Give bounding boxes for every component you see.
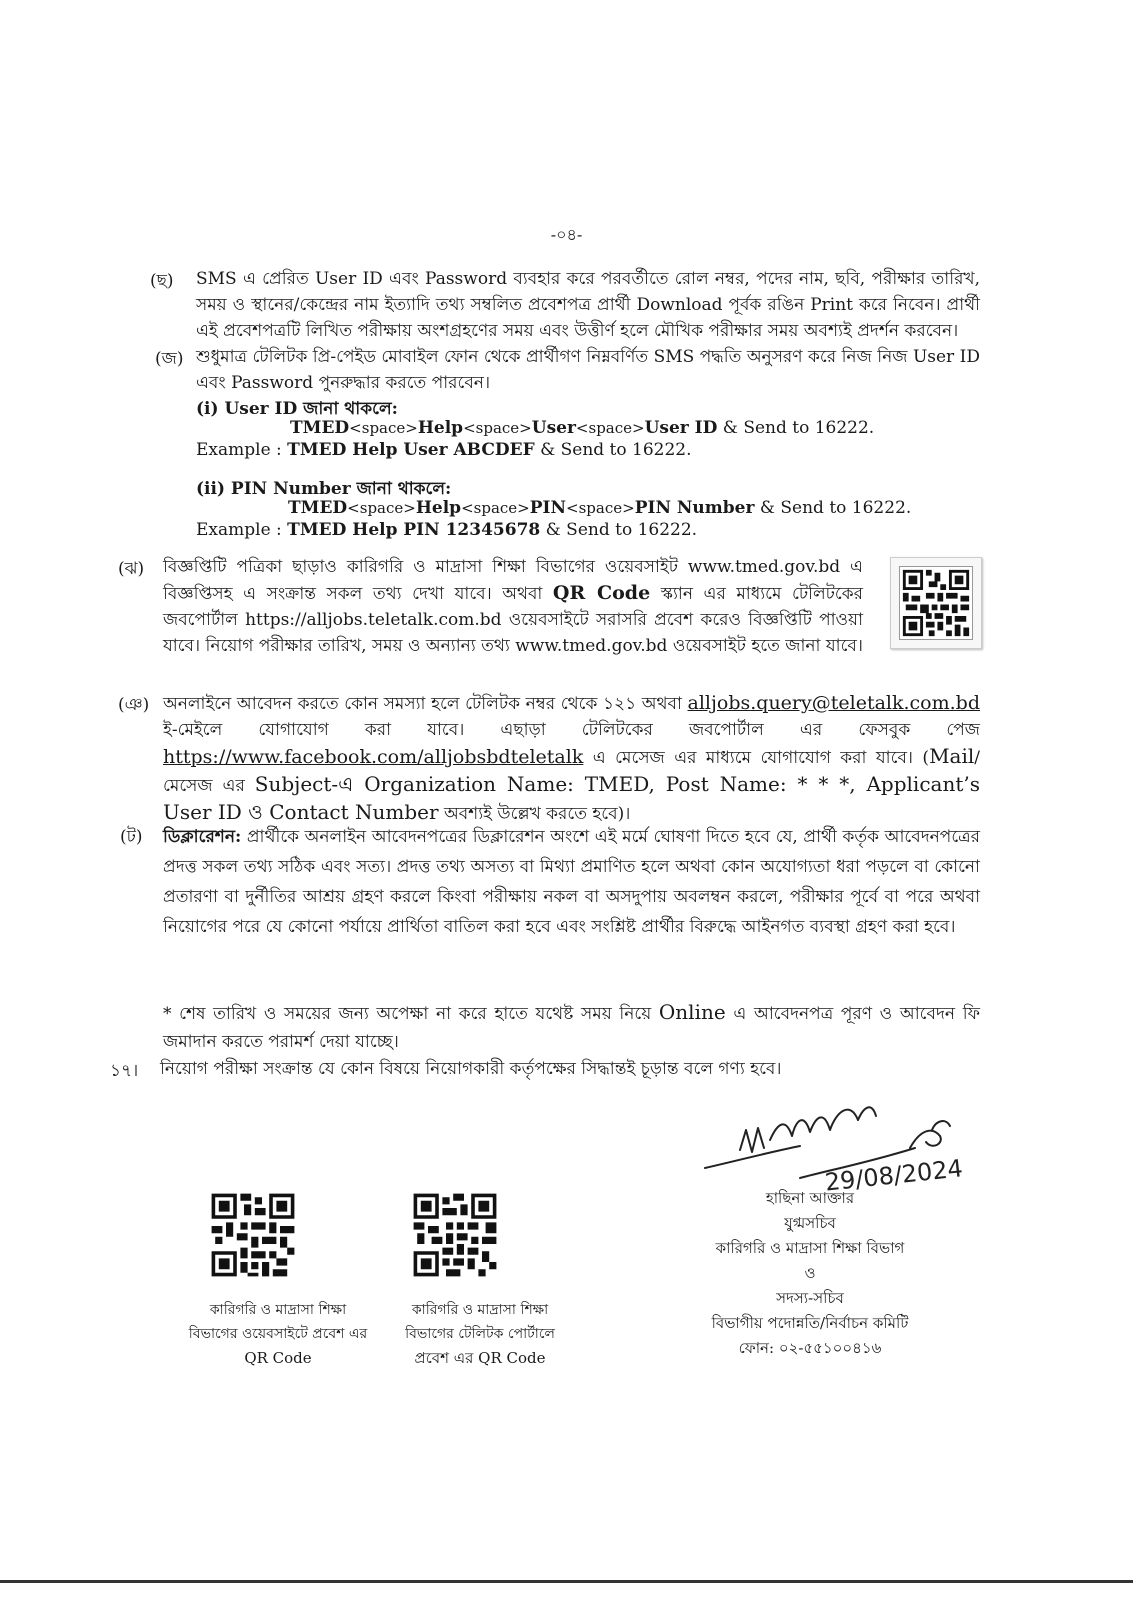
caption-line: বিভাগের টেলিটক পোর্টালে <box>405 1326 555 1342</box>
cmd-part: Help <box>415 498 462 518</box>
sms-sub2-title: (ii) PIN Number জানা থাকলে: <box>196 479 452 499</box>
text-run: ই-মেইলে যোগাযোগ করা যাবে। এছাড়া টেলিটকের জবপোর্টাল এর ফেসবুক পেজ <box>163 720 980 740</box>
caption-line: বিভাগের ওয়েবসাইটে প্রবেশ এর <box>188 1326 368 1342</box>
cmd-part: TMED <box>288 498 348 518</box>
text-run: * শেষ তারিখ ও সময়ের জন্য অপেক্ষা না করে হাতে যথেষ্ট সময় নিয়ে <box>163 1004 659 1024</box>
cmd-part: PIN <box>529 498 567 518</box>
example-command: TMED Help PIN 12345678 <box>287 520 541 540</box>
caption-line: কারিগরি ও মাদ্রাসা শিক্ষা <box>209 1302 347 1318</box>
qr-code-icon <box>899 566 973 640</box>
qr-code-frame <box>890 557 982 649</box>
cmd-part: <space> <box>461 499 530 517</box>
text-run: স্ক্যান এর মাধ্যমে টেলিটকের জবপোর্টাল https://alljobs.teletalk.com.bd ওয়েবসাইটে সরাসরি প্রবেশ করেও বিজ্ঞপ্তিটি পাওয়া যাবে। নিয়োগ পরীক্ষার তারিখ, সময় ও অন্যান্য তথ্য www.tmed.gov.bd ওয়েবসাইট হতে জানা যাবে। <box>163 584 864 656</box>
cmd-part: <space> <box>349 419 418 437</box>
clause-text-chha: SMS এ প্রেরিত User ID এবং Password ব্যবহার করে পরবর্তীতে রোল নম্বর, পদের নাম, ছবি, পরীক্ষার তারিখ, সময় ও স্থানের/কেন্দ্রের নাম ইত্যাদি তথ্য সম্বলিত প্রবেশপত্র প্রার্থী Download পূর্বক রঙিন Print করে নিবেন। প্রার্থী এই প্রবেশপত্রটি লিখিত পরীক্ষায় অংশগ্রহণের সময় এবং উত্তীর্ণ হলে মৌখিক পরীক্ষার সময় অবশ্যই প্রদর্শন করবেন। <box>196 269 980 341</box>
text-run: অবশ্যই উল্লেখ করতে হবে)। <box>438 804 631 824</box>
clause-label-chha: (ছ) <box>150 271 174 291</box>
sms-sub1-command <box>290 418 874 438</box>
signatory-and: ও <box>804 1264 816 1282</box>
text-run: Subject-এ Organization Name: TMED, Post Name: * * *, Applicant’s User ID ও Contact Number <box>163 772 980 824</box>
signatory-phone: ফোন: ০২-৫৫১০০৪১৬ <box>738 1339 882 1357</box>
clause-label-nya: (ঞ) <box>118 695 150 715</box>
signatory-name: হাছিনা আক্তার <box>765 1189 855 1207</box>
qr-tmed-website <box>208 1190 298 1284</box>
cmd-part: & Send to 16222. <box>754 498 912 518</box>
cmd-part: <space> <box>566 499 635 517</box>
declaration-heading: ডিক্লারেশন: <box>163 827 242 847</box>
qr-code-icon <box>208 1190 298 1280</box>
example-tail: & Send to 16222. <box>540 520 698 540</box>
cmd-part: <space> <box>575 419 645 437</box>
text-run: অনলাইনে আবেদন করতে কোন সমস্যা হলে টেলিটক নম্বর থেকে ১২১ অথবা <box>163 694 688 714</box>
handwritten-date: 29/08/2024 <box>823 1154 965 1197</box>
text-run: Online <box>658 1000 726 1024</box>
text-run: এ মেসেজ এর মাধ্যমে যোগাযোগ করা যাবে। ( <box>583 748 930 768</box>
example-command: TMED Help User ABCDEF <box>287 440 535 460</box>
caption-line: QR Code <box>244 1349 312 1367</box>
sms-sub2-example <box>196 520 697 540</box>
clause-number-17: ১৭। <box>110 1061 139 1081</box>
text-run: এ আবেদনপত্র পূরণ ও আবেদন ফি জমাদান করতে পরামর্শ দেয়া যাচ্ছে। <box>163 1004 980 1052</box>
cmd-part: User <box>531 418 576 438</box>
caption-line: কারিগরি ও মাদ্রাসা শিক্ষা <box>411 1302 549 1318</box>
text-run: প্রার্থীকে অনলাইন আবেদনপত্রের ডিক্লারেশন অংশে এই মর্মে ঘোষণা দিতে হবে যে, প্রার্থী কর্তৃক আবেদনপত্রের প্রদত্ত সকল তথ্য সঠিক এবং সত্য। প্রদত্ত তথ্য অসত্য বা মিথ্যা প্রমাণিত হলে অথবা কোন অযোগ্যতা ধরা পড়লে বা কোনো প্রতারণা বা দুর্নীতির আশ্রয় গ্রহণ করলে কিংবা পরীক্ষায় নকল বা অসদুপায় অবলম্বন করলে, পরীক্ষার পূর্বে বা পরে অথবা নিয়োগের পরে যে কোনো পর্যায়ে প্রার্থিতা বাতিল করা হবে এবং সংশ্লিষ্ট প্রার্থীর বিরুদ্ধে আইনগত ব্যবস্থা গ্রহণ করা হবে। <box>163 827 980 937</box>
example-tail: & Send to 16222. <box>534 440 692 460</box>
example-label: Example : <box>196 520 288 540</box>
qr-teletalk-portal <box>410 1190 500 1284</box>
cmd-part: PIN Number <box>634 498 755 518</box>
cmd-part: TMED <box>290 418 350 438</box>
facebook-page-link[interactable]: https://www.facebook.com/alljobsbdteletalk <box>163 746 584 768</box>
sms-sub1-example <box>196 440 692 460</box>
clause-text-17: নিয়োগ পরীক্ষা সংক্রান্ত যে কোন বিষয়ে নিয়োগকারী কর্তৃপক্ষের সিদ্ধান্তই চূড়ান্ত বলে গণ্য হবে। <box>160 1059 782 1079</box>
cmd-part: Help <box>417 418 464 438</box>
text-run: Mail <box>929 744 975 768</box>
clause-label-ta: (ট) <box>120 827 143 847</box>
qr-caption-website <box>168 1298 388 1370</box>
clause-text-nya <box>163 690 980 827</box>
advisory-note <box>163 998 980 1056</box>
cmd-part: & Send to 16222. <box>717 418 875 438</box>
caption-line: প্রবেশ এর QR Code <box>414 1349 546 1367</box>
support-email-link[interactable]: alljobs.query@teletalk.com.bd <box>687 692 980 714</box>
text-run: QR Code <box>552 582 651 604</box>
example-label: Example : <box>196 440 288 460</box>
clause-label-ja: (জ) <box>155 349 184 369</box>
cmd-part: <space> <box>347 499 416 517</box>
clause-label-jha: (ঝ) <box>118 559 145 579</box>
page-bottom-border <box>0 1580 1133 1583</box>
clause-text-ja: শুধুমাত্র টেলিটক প্রি-পেইড মোবাইল ফোন থেকে প্রার্থীগণ নিম্নবর্ণিত SMS পদ্ধতি অনুসরণ করে নিজ নিজ User ID এবং Password পুনরুদ্ধার করতে পারবেন। <box>196 347 980 393</box>
signatory-block <box>690 1186 930 1361</box>
signatory-title-2: সদস্য-সচিব <box>776 1289 844 1307</box>
cmd-part: User ID <box>644 418 718 438</box>
handwritten-signature <box>700 1090 970 1200</box>
text-run: /মেসেজ এর <box>163 748 980 796</box>
page-number: -০৪- <box>550 225 583 244</box>
sms-sub1-title: (i) User ID জানা থাকলে: <box>196 399 398 419</box>
cmd-part: <space> <box>463 419 532 437</box>
signatory-department: কারিগরি ও মাদ্রাসা শিক্ষা বিভাগ <box>715 1239 905 1257</box>
text-run: বিজ্ঞপ্তিটি পত্রিকা ছাড়াও কারিগরি ও মাদ্রাসা শিক্ষা বিভাগের ওয়েবসাইট www.tmed.gov.bd এ বিজ্ঞপ্তিসহ এ সংক্রান্ত সকল তথ্য দেখা যাবে। অথবা <box>163 557 863 604</box>
signatory-committee: বিভাগীয় পদোন্নতি/নির্বাচন কমিটি <box>711 1314 909 1332</box>
clause-text-jha <box>163 554 863 659</box>
qr-caption-portal <box>370 1298 590 1370</box>
signatory-title: যুগ্মসচিব <box>784 1214 836 1232</box>
sms-sub2-command <box>288 498 911 518</box>
qr-code-icon <box>410 1190 500 1280</box>
clause-text-ta <box>163 822 980 942</box>
